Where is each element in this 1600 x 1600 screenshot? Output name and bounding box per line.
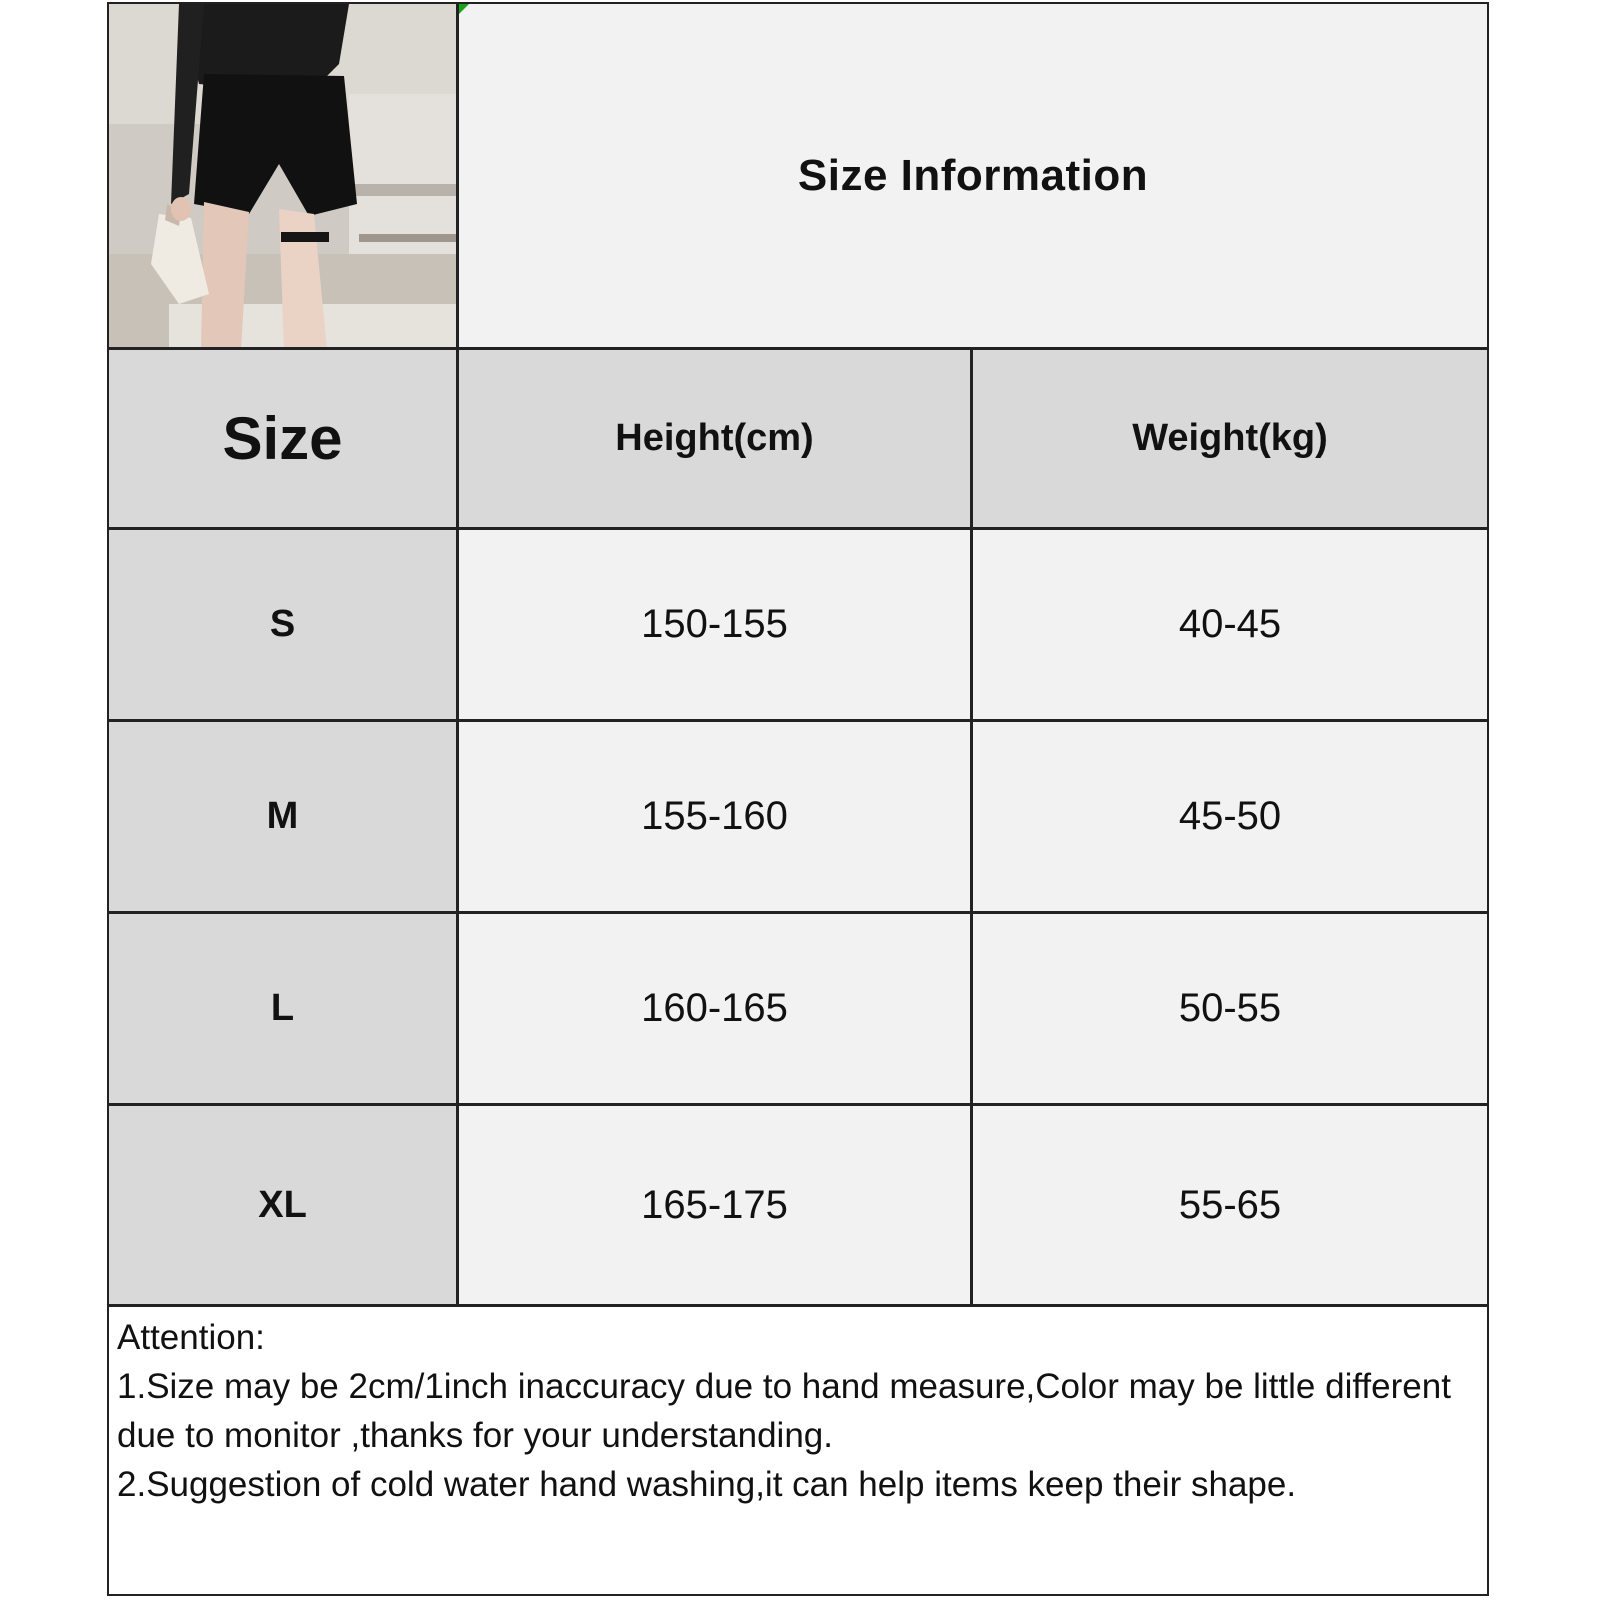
size-chart-sheet [107,2,1489,1596]
height-cell-xl: 165-175 [459,1106,973,1304]
column-header-size: Size [109,350,459,530]
attention-notes [109,1304,1487,1594]
weight-cell-m: 45-50 [973,722,1487,914]
product-photo-icon [109,4,459,350]
column-header-height: Height(cm) [459,350,973,530]
weight-cell-xl: 55-65 [973,1106,1487,1304]
attention-line-2: 2.Suggestion of cold water hand washing,it can help items keep their shape. [117,1465,1297,1504]
attention-heading: Attention: [117,1318,265,1357]
height-cell-l: 160-165 [459,914,973,1106]
size-cell-xl: XL [109,1106,459,1304]
weight-cell-l: 50-55 [973,914,1487,1106]
column-header-weight: Weight(kg) [973,350,1487,530]
size-cell-s: S [109,530,459,722]
size-table [109,350,1487,1304]
cell-corner-marker [459,4,469,14]
attention-line-1: 1.Size may be 2cm/1inch inaccuracy due to hand measure,Color may be little different due to monitor ,thanks for your understanding. [117,1367,1451,1455]
height-cell-s: 150-155 [459,530,973,722]
weight-cell-s: 40-45 [973,530,1487,722]
height-cell-m: 155-160 [459,722,973,914]
size-cell-m: M [109,722,459,914]
page-title: Size Information [797,150,1149,200]
size-information-title-cell [459,4,1487,350]
size-cell-l: L [109,914,459,1106]
product-photo [109,4,459,350]
